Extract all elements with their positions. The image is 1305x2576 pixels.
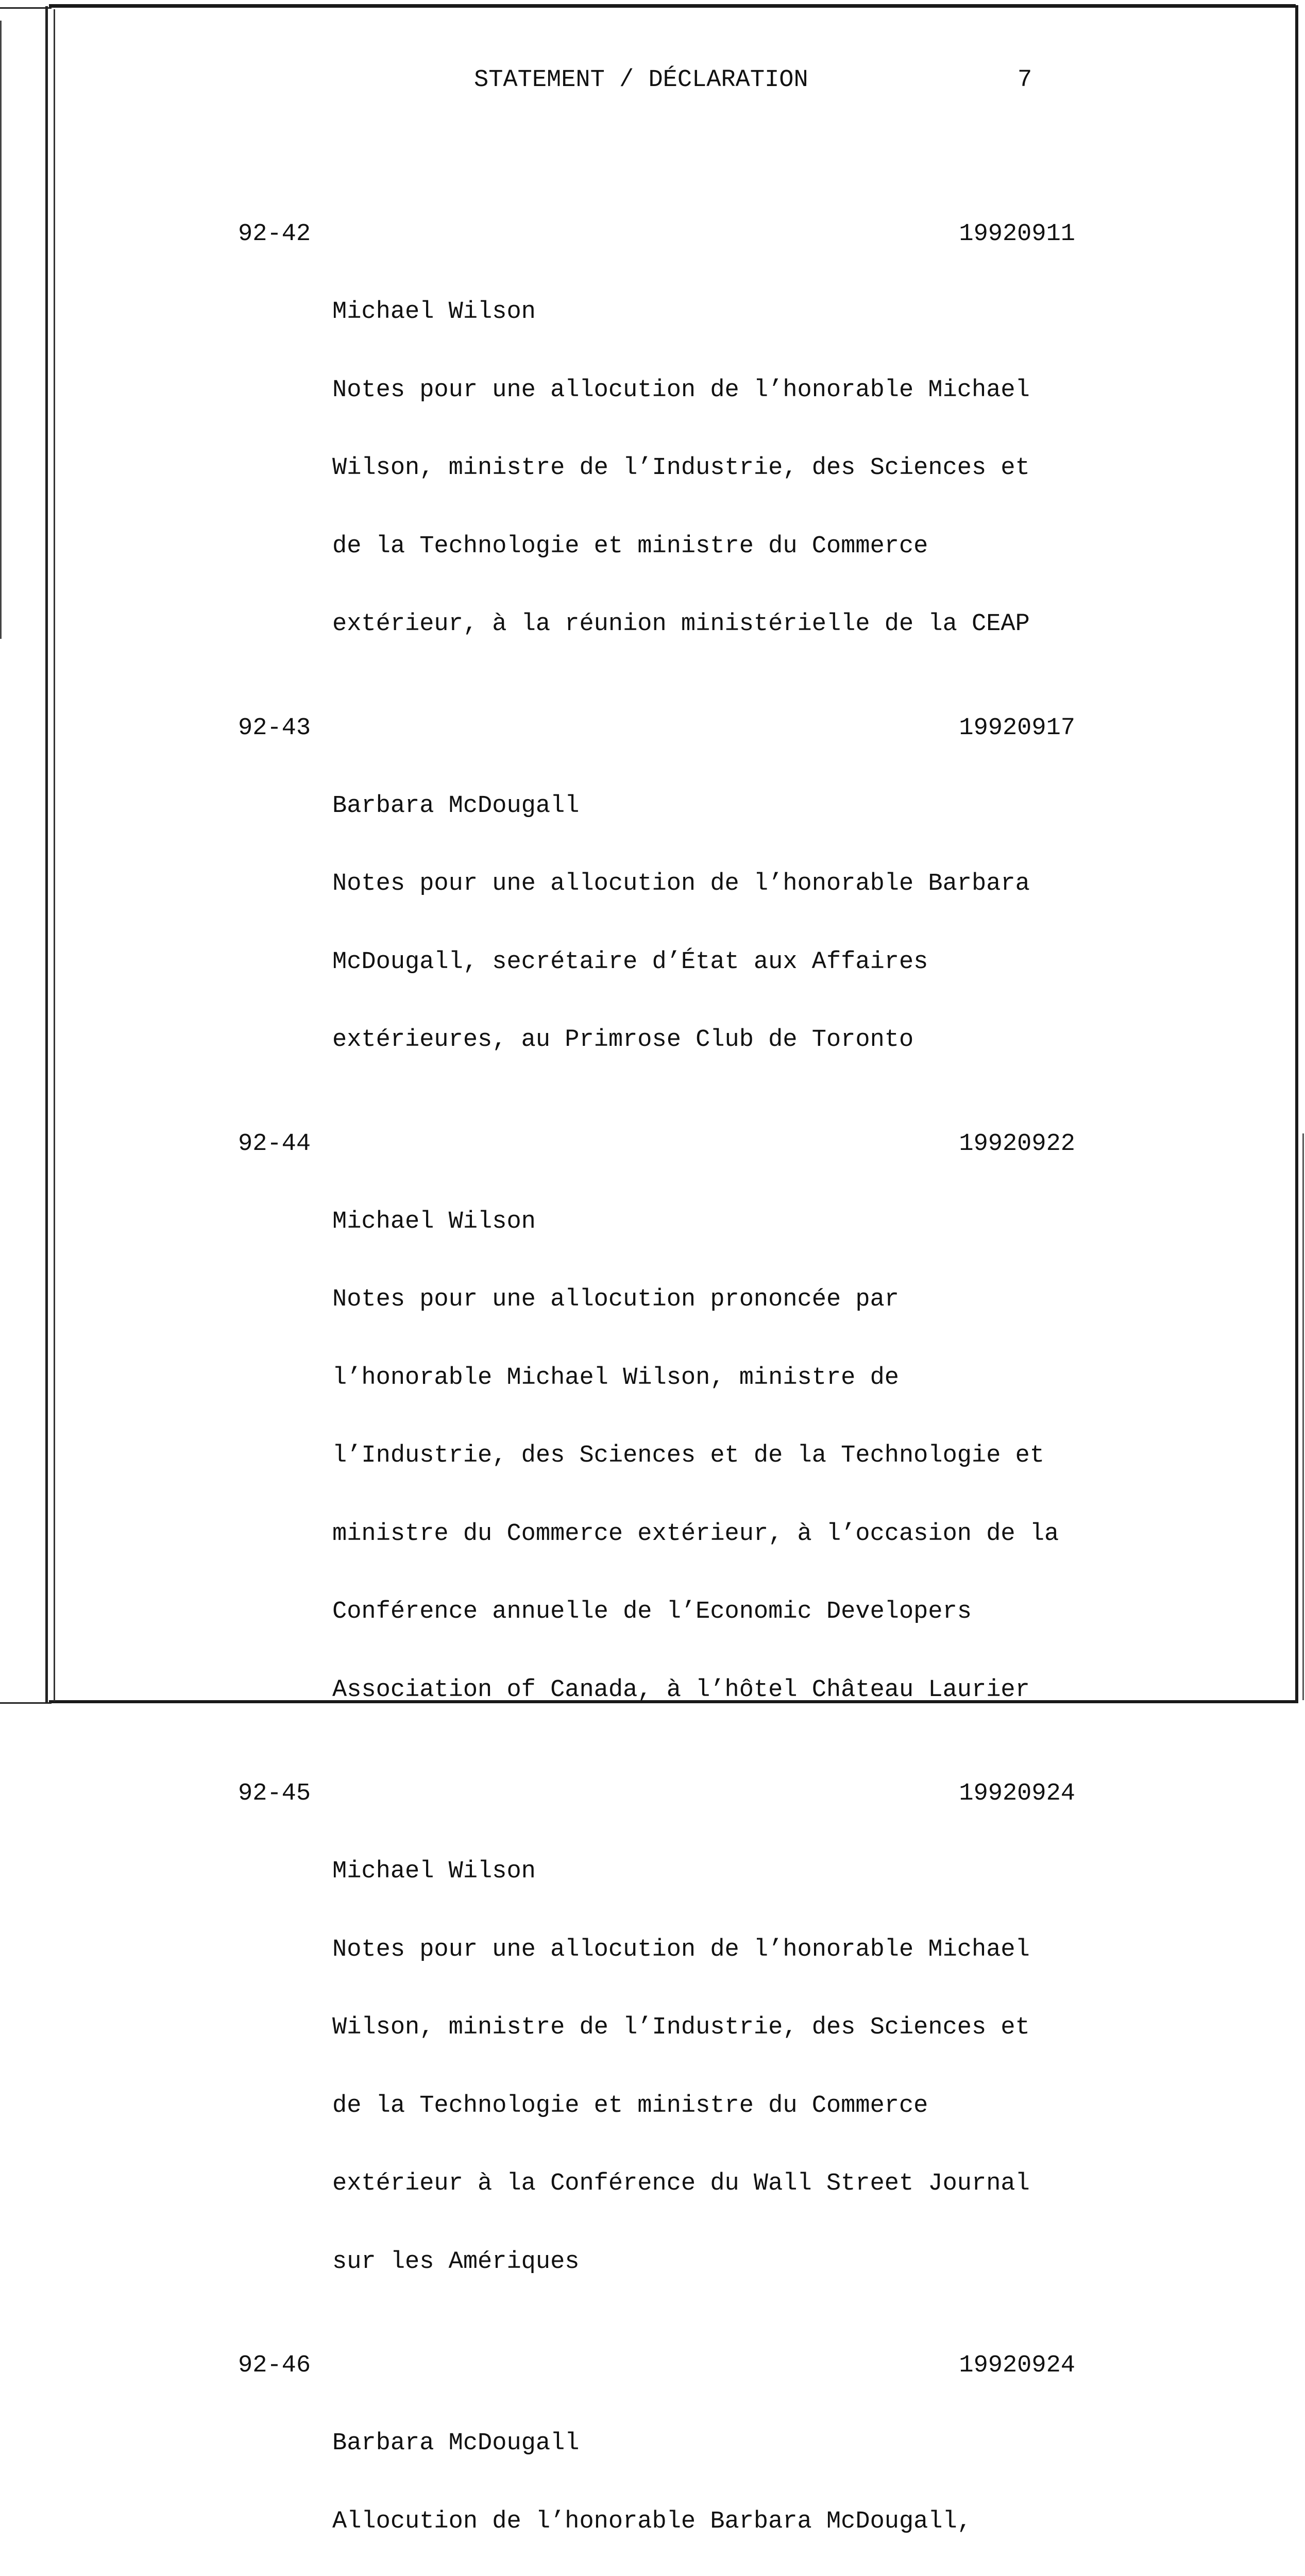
statement-description-line: Notes pour une allocution de l’honorable Barbara: [332, 870, 1030, 897]
statement-date: 19920911: [959, 221, 1075, 248]
list-item: [238, 1781, 1075, 2327]
statement-list: [238, 222, 1075, 2576]
speaker-name: Barbara McDougall: [332, 2430, 580, 2457]
statement-description-line: ministre du Commerce extérieur, à l’occasion de la: [332, 1520, 1059, 1548]
statement-description-line: Wilson, ministre de l’Industrie, des Sciences et: [332, 454, 1030, 482]
speaker-name: Michael Wilson: [332, 298, 536, 326]
speaker-name: Barbara McDougall: [332, 792, 580, 820]
page-border-bottom-edge: [0, 1702, 52, 1704]
statement-description-line: l’Industrie, des Sciences et de la Technologie et: [332, 1442, 1045, 1469]
statement-description-line: sur les Amériques: [332, 2248, 580, 2276]
page-number: 7: [1018, 66, 1032, 94]
statement-date: 19920924: [959, 1780, 1075, 1807]
statement-date: 19920917: [959, 714, 1075, 742]
statement-description-line: Allocution de l’honorable Barbara McDougall,: [332, 2507, 972, 2535]
list-item: [238, 2353, 1075, 2576]
page-edge-right: [1302, 1133, 1304, 1700]
statement-number: 92-44: [238, 1130, 311, 1158]
statement-description-line: l’honorable Michael Wilson, ministre de: [332, 1364, 899, 1392]
page-border-top: [49, 4, 1296, 8]
statement-number: 92-46: [238, 2352, 311, 2379]
page-border-top-edge: [0, 7, 52, 9]
statement-number: 92-43: [238, 714, 311, 742]
statement-description-line: extérieur, à la réunion ministérielle de la CEAP: [332, 611, 1030, 638]
statement-description-line: Conférence annuelle de l’Economic Developers: [332, 1598, 972, 1625]
statement-description-line: extérieur à la Conférence du Wall Street Journal: [332, 2170, 1030, 2197]
statement-description-line: Association of Canada, à l’hôtel Château Laurier: [332, 1676, 1030, 1704]
statement-description-line: Notes pour une allocution de l’honorable Michael: [332, 1936, 1030, 1963]
page-edge-left: [0, 21, 2, 639]
list-item: [238, 1131, 1075, 1756]
page-border-left: [45, 6, 48, 1702]
statement-description-line: Wilson, ministre de l’Industrie, des Sciences et: [332, 2014, 1030, 2041]
list-item: [238, 716, 1075, 1106]
speaker-name: Michael Wilson: [332, 1858, 536, 1885]
page-title: STATEMENT / DÉCLARATION: [474, 66, 808, 94]
statement-description-line: Notes pour une allocution prononcée par: [332, 1286, 899, 1313]
statement-date: 19920924: [959, 2352, 1075, 2379]
statement-description-line: McDougall, secrétaire d’État aux Affaires: [332, 948, 928, 976]
statement-description-line: de la Technologie et ministre du Commerce: [332, 2092, 928, 2120]
page-border-right: [1295, 5, 1298, 1703]
statement-date: 19920922: [959, 1130, 1075, 1158]
page-border-left-inner: [54, 9, 55, 1701]
speaker-name: Michael Wilson: [332, 1208, 536, 1235]
statement-description-line: de la Technologie et ministre du Commerce: [332, 532, 928, 560]
statement-number: 92-45: [238, 1780, 311, 1807]
statement-number: 92-42: [238, 221, 311, 248]
statement-description-line: extérieures, au Primrose Club de Toronto: [332, 1026, 914, 1054]
list-item: [238, 222, 1075, 690]
statement-description-line: Notes pour une allocution de l’honorable Michael: [332, 376, 1030, 404]
